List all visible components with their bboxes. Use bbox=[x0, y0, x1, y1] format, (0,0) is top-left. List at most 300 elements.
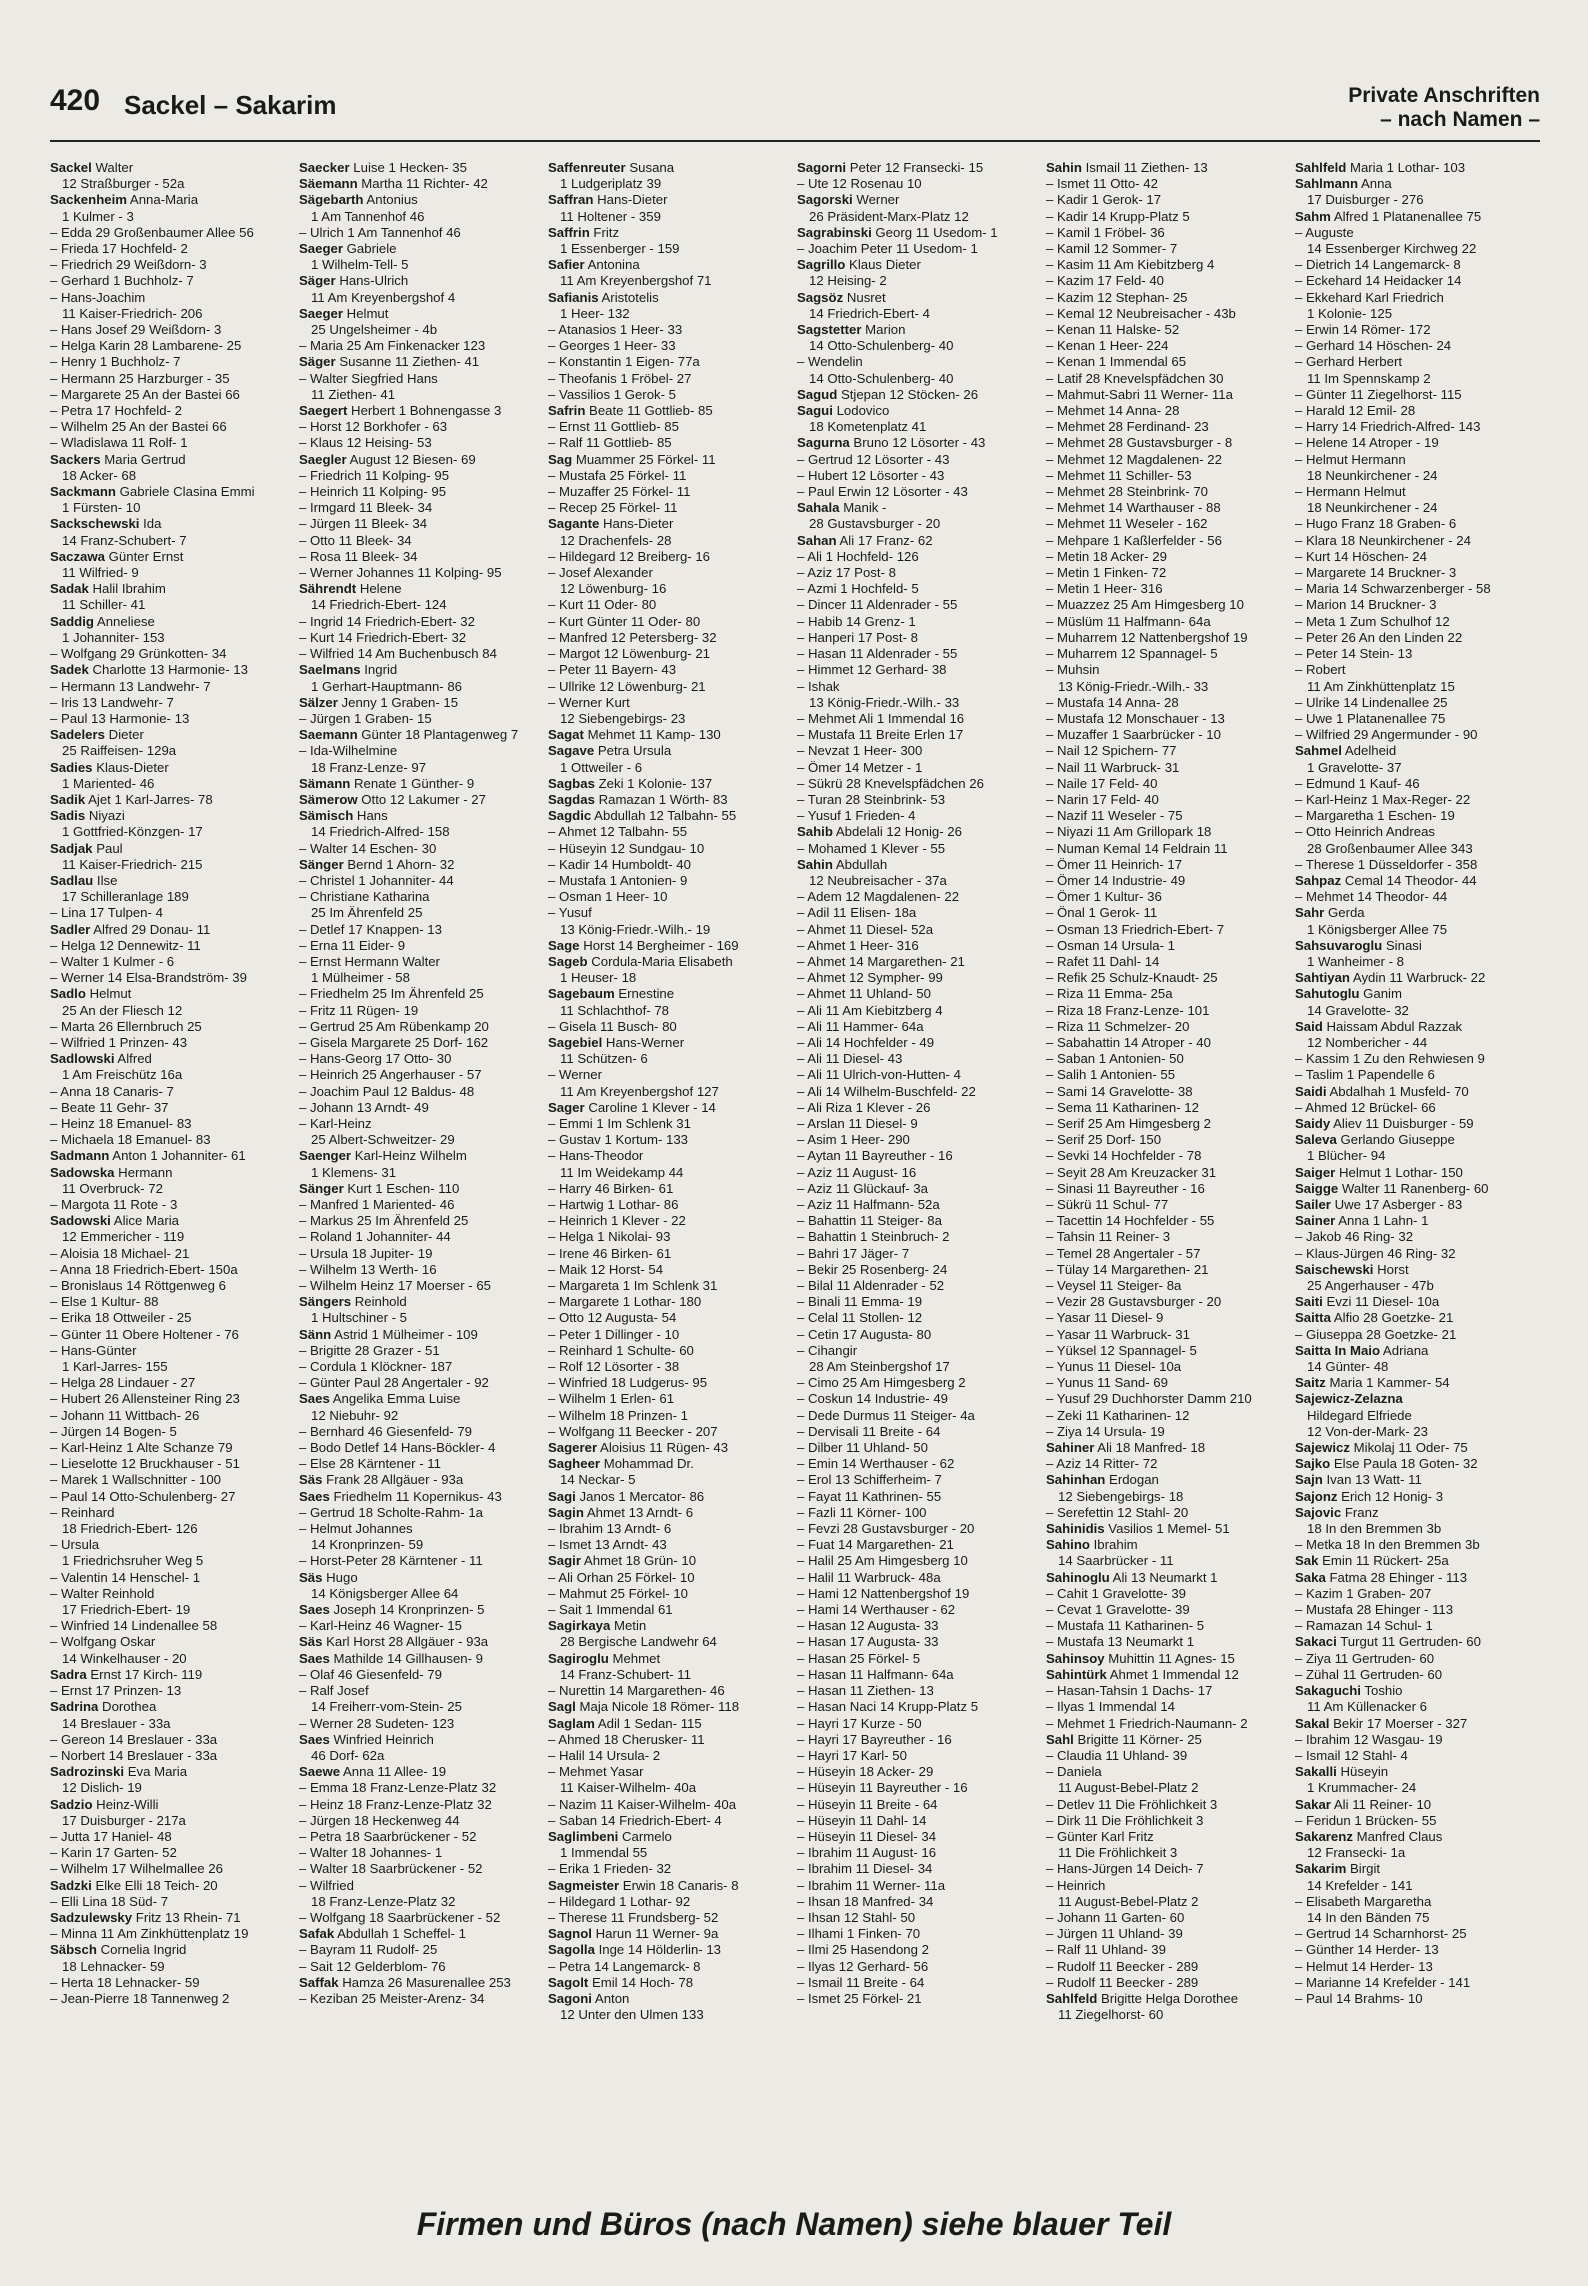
entry-detail: Herbert 1 Bohnengasse 3 bbox=[347, 403, 502, 419]
entry-surname: Sagmeister bbox=[548, 1877, 620, 1893]
entry-line: – Werner Johannes 11 Kolping- 95 bbox=[299, 565, 502, 581]
entry-line: 28 Am Steinbergshof 17 bbox=[809, 1359, 950, 1375]
entry-line: – Asim 1 Heer- 290 bbox=[797, 1132, 910, 1148]
entry-line: – Ramazan 14 Schul- 1 bbox=[1295, 1618, 1433, 1634]
entry-line: – Iris 13 Landwehr- 7 bbox=[50, 694, 174, 710]
entry-line: 11 Kaiser-Friedrich- 215 bbox=[62, 856, 203, 872]
entry-line: – Ziya 11 Gertruden- 60 bbox=[1295, 1650, 1435, 1666]
entry-detail: Dorothea bbox=[98, 1699, 157, 1715]
entry-detail: Maria 1 Kammer- 54 bbox=[1325, 1375, 1450, 1391]
entry-head bbox=[548, 1699, 793, 1715]
directory-entry bbox=[50, 1667, 295, 1699]
entry-line: 11 Am Küllenacker 6 bbox=[1307, 1699, 1427, 1715]
entry-surname: Sahsuvaroglu bbox=[1295, 937, 1383, 953]
directory-entry bbox=[548, 225, 793, 257]
entry-line: 14 Friedrich-Alfred- 158 bbox=[311, 824, 450, 840]
entry-line: – Mehmet 14 Warthauser - 88 bbox=[1046, 500, 1221, 516]
entry-surname: Sagante bbox=[548, 516, 600, 532]
entry-line: – Kurt 14 Friedrich-Ebert- 32 bbox=[299, 629, 467, 645]
entry-line: – Günther 14 Herder- 13 bbox=[1295, 1942, 1439, 1958]
entry-line: – Nazif 11 Weseler - 75 bbox=[1046, 808, 1183, 824]
entry-detail: Abdalhah 1 Musfeld- 70 bbox=[1326, 1083, 1469, 1099]
entry-line: – Yüksel 12 Spannagel- 5 bbox=[1046, 1342, 1197, 1358]
entry-detail: Luise 1 Hecken- 35 bbox=[349, 160, 467, 175]
entry-line: – Ali Orhan 25 Förkel- 10 bbox=[548, 1569, 695, 1585]
entry-line: – Mustafa 14 Anna- 28 bbox=[1046, 694, 1179, 710]
entry-line: – Helga Karin 28 Lambarene- 25 bbox=[50, 338, 242, 354]
entry-line: 11 Am Kreyenbergshof 4 bbox=[311, 289, 456, 305]
entry-line: 11 Holtener - 359 bbox=[560, 208, 661, 224]
entry-line: – Muzaffer 25 Förkel- 11 bbox=[548, 484, 691, 500]
entry-line: – Ralf Josef bbox=[299, 1683, 369, 1699]
entry-detail: Mathilde 14 Gillhausen- 9 bbox=[329, 1650, 484, 1666]
entry-line: – Dilber 11 Uhland- 50 bbox=[797, 1440, 928, 1456]
entry-line: – Christel 1 Johanniter- 44 bbox=[299, 872, 454, 888]
entry-line: – Roland 1 Johanniter- 44 bbox=[299, 1229, 451, 1245]
directory-entry bbox=[299, 1148, 544, 1180]
entry-surname: Sajewicz-Zelazna bbox=[1295, 1391, 1403, 1407]
entry-line: – Hugo Franz 18 Graben- 6 bbox=[1295, 516, 1457, 532]
page-number: 420 bbox=[50, 84, 101, 117]
entry-head bbox=[50, 1667, 295, 1683]
entry-surname: Sahlmann bbox=[1295, 176, 1359, 192]
entry-line: – Aloisia 18 Michael- 21 bbox=[50, 1245, 190, 1261]
entry-surname: Sahpaz bbox=[1295, 872, 1342, 888]
entry-detail: Kurt 1 Eschen- 110 bbox=[343, 1180, 460, 1196]
entry-line: – Hasan 25 Förkel- 5 bbox=[797, 1650, 921, 1666]
entry-line: 14 Franz-Schubert- 7 bbox=[62, 532, 187, 548]
entry-surname: Säbsch bbox=[50, 1942, 97, 1958]
entry-detail: Alfred 29 Donau- 11 bbox=[90, 921, 211, 937]
entry-line: – Rolf 12 Lösorter - 38 bbox=[548, 1359, 680, 1375]
entry-head bbox=[1295, 160, 1540, 176]
entry-line: – Reinhard 1 Schulte- 60 bbox=[548, 1342, 694, 1358]
entry-line: – Bodo Detlef 14 Hans-Böckler- 4 bbox=[299, 1440, 496, 1456]
entry-head bbox=[50, 873, 295, 889]
directory-entry bbox=[299, 1732, 544, 1764]
entry-line: – Celal 11 Stollen- 12 bbox=[797, 1310, 923, 1326]
entry-detail: Caroline 1 Klever - 14 bbox=[584, 1099, 716, 1115]
entry-line: – Tahsin 11 Reiner- 3 bbox=[1046, 1229, 1171, 1245]
directory-entry bbox=[1295, 1764, 1540, 1796]
entry-detail: Ilse bbox=[93, 872, 118, 888]
entry-head bbox=[299, 192, 544, 208]
entry-line: – Gertrud 18 Scholte-Rahm- 1a bbox=[299, 1504, 483, 1520]
entry-surname: Sadrozinski bbox=[50, 1764, 125, 1780]
entry-surname: Saiger bbox=[1295, 1164, 1336, 1180]
entry-line: – Bilal 11 Aldenrader - 52 bbox=[797, 1278, 945, 1294]
entry-line: – Muhsin bbox=[1046, 662, 1100, 678]
entry-line: – Arslan 11 Diesel- 9 bbox=[797, 1115, 918, 1131]
entry-detail: Helmut bbox=[85, 986, 132, 1002]
entry-head bbox=[50, 1051, 295, 1067]
directory-entry bbox=[797, 387, 1042, 403]
entry-surname: Sakaguchi bbox=[1295, 1683, 1361, 1699]
entry-surname: Sadlau bbox=[50, 872, 94, 888]
directory-entry bbox=[797, 322, 1042, 387]
entry-line: – Muazzez 25 Am Himgesberg 10 bbox=[1046, 597, 1244, 613]
entry-surname: Saewe bbox=[299, 1764, 341, 1780]
entry-line: – Irmgard 11 Bleek- 34 bbox=[299, 500, 433, 516]
directory-entry bbox=[797, 500, 1042, 532]
entry-line: – Hüseyin 11 Breite - 64 bbox=[797, 1796, 938, 1812]
entry-head bbox=[1295, 1489, 1540, 1505]
entry-line: – Hasan 17 Augusta- 33 bbox=[797, 1634, 939, 1650]
entry-line: – Eckehard 14 Heidacker 14 bbox=[1295, 273, 1462, 289]
entry-line: 1 Gerhart-Hauptmann- 86 bbox=[311, 678, 462, 694]
entry-line: – Aziz 17 Post- 8 bbox=[797, 565, 896, 581]
entry-detail: Anton 1 Johanniter- 61 bbox=[109, 1148, 246, 1164]
entry-surname: Sahino bbox=[1046, 1537, 1090, 1553]
entry-line: – Maria 25 Am Finkenacker 123 bbox=[299, 338, 486, 354]
entry-line: – Ali 1 Hochfeld- 126 bbox=[797, 548, 919, 564]
entry-surname: Sagave bbox=[548, 743, 595, 759]
entry-detail: Frank 28 Allgäuer - 93a bbox=[322, 1472, 464, 1488]
entry-surname: Sagui bbox=[797, 403, 833, 419]
directory-entry bbox=[299, 1651, 544, 1732]
entry-line: – Mehmet 28 Steinbrink- 70 bbox=[1046, 484, 1208, 500]
directory-entry bbox=[1295, 1213, 1540, 1262]
entry-line: – Muzaffer 1 Saarbrücker - 10 bbox=[1046, 727, 1221, 743]
entry-surname: Sakal bbox=[1295, 1715, 1330, 1731]
entry-line: – Detlev 11 Die Fröhlichkeit 3 bbox=[1046, 1796, 1218, 1812]
directory-entry bbox=[1295, 1489, 1540, 1505]
directory-entry bbox=[1295, 176, 1540, 208]
entry-head bbox=[1046, 1521, 1291, 1537]
entry-line: – Helmut Johannes bbox=[299, 1521, 413, 1537]
entry-surname: Sager bbox=[548, 1099, 585, 1115]
entry-head bbox=[50, 1213, 295, 1229]
entry-line: – Vassilios 1 Gerok- 5 bbox=[548, 386, 677, 402]
entry-line: – Wilfried 14 Am Buchenbusch 84 bbox=[299, 646, 497, 662]
entry-detail: Charlotte 13 Harmonie- 13 bbox=[88, 662, 248, 678]
entry-head bbox=[299, 792, 544, 808]
entry-detail: Emil 14 Hoch- 78 bbox=[588, 1974, 694, 1990]
entry-surname: Sadak bbox=[50, 581, 89, 597]
entry-head bbox=[548, 1829, 793, 1845]
entry-detail: Susana bbox=[625, 160, 675, 175]
entry-detail: Astrid 1 Mülheimer - 109 bbox=[331, 1326, 478, 1342]
entry-detail: Mehmet bbox=[608, 1650, 661, 1666]
directory-entry bbox=[548, 1975, 793, 1991]
entry-head bbox=[1295, 905, 1540, 921]
entry-line: – Ali 14 Wilhelm-Buschfeld- 22 bbox=[797, 1083, 976, 1099]
entry-head bbox=[1295, 1683, 1540, 1699]
entry-head bbox=[548, 403, 793, 419]
entry-line: – Wilhelm 1 Erlen- 61 bbox=[548, 1391, 675, 1407]
entry-line: – Helga 1 Nikolai- 93 bbox=[548, 1229, 671, 1245]
entry-line: – Veysel 11 Steiger- 8a bbox=[1046, 1278, 1182, 1294]
entry-surname: Saidy bbox=[1295, 1115, 1331, 1131]
entry-line: 1 Ludgeriplatz 39 bbox=[560, 176, 662, 192]
entry-line: – Meta 1 Zum Schulhof 12 bbox=[1295, 613, 1450, 629]
entry-line: – Ursula 18 Jupiter- 19 bbox=[299, 1245, 433, 1261]
entry-detail: Janos 1 Mercator- 86 bbox=[575, 1488, 705, 1504]
entry-line: 11 Am Kreyenbergshof 71 bbox=[560, 273, 712, 289]
entry-detail: Alfred 1 Platanenallee 75 bbox=[1330, 208, 1482, 224]
directory-entry bbox=[1295, 970, 1540, 986]
entry-line: 1 Ottweiler - 6 bbox=[560, 759, 643, 775]
entry-surname: Sahlfeld bbox=[1046, 1990, 1098, 2006]
section-title-line1: Private Anschriften bbox=[1348, 84, 1540, 107]
entry-line: – Müslüm 11 Halfmann- 64a bbox=[1046, 613, 1211, 629]
entry-line: 14 Krefelder - 141 bbox=[1307, 1877, 1413, 1893]
entry-line: – Yusuf 1 Frieden- 4 bbox=[797, 808, 916, 824]
entry-surname: Sadowska bbox=[50, 1164, 115, 1180]
entry-line: – Ismet 13 Arndt- 43 bbox=[548, 1537, 667, 1553]
entry-line: – Kazim 1 Graben- 207 bbox=[1295, 1585, 1432, 1601]
entry-line: 13 König-Friedr.-Wilh.- 19 bbox=[560, 921, 711, 937]
entry-line: – Walter 18 Saarbrückener - 52 bbox=[299, 1861, 483, 1877]
entry-surname: Sackmann bbox=[50, 484, 116, 500]
entry-line: – Mehmet 11 Schiller- 53 bbox=[1046, 467, 1192, 483]
entry-line: – Narin 17 Feld- 40 bbox=[1046, 791, 1159, 807]
entry-line: 14 Königsberger Allee 64 bbox=[311, 1585, 459, 1601]
entry-line: – Maik 12 Horst- 54 bbox=[548, 1261, 664, 1277]
entry-head bbox=[50, 484, 295, 500]
entry-head bbox=[1295, 1375, 1540, 1391]
entry-line: – Paul 13 Harmonie- 13 bbox=[50, 710, 190, 726]
directory-entry bbox=[1295, 743, 1540, 873]
entry-surname: Sadzulewsky bbox=[50, 1909, 133, 1925]
entry-line: – Heinz 18 Franz-Lenze-Platz 32 bbox=[299, 1796, 492, 1812]
entry-line: – Sema 11 Katharinen- 12 bbox=[1046, 1099, 1199, 1115]
directory-entry bbox=[1295, 938, 1540, 970]
entry-head bbox=[50, 986, 295, 1002]
entry-line: – Valentin 14 Henschel- 1 bbox=[50, 1569, 201, 1585]
entry-line: – Ibrahim 11 August- 16 bbox=[797, 1845, 937, 1861]
entry-line: – Bahri 17 Jäger- 7 bbox=[797, 1245, 910, 1261]
directory-entry bbox=[299, 1975, 544, 2007]
entry-line: 17 Duisburger - 217a bbox=[62, 1812, 186, 1828]
entry-line: – Ali 14 Hochfelder - 49 bbox=[797, 1034, 935, 1050]
entry-head bbox=[299, 1327, 544, 1343]
directory-entry bbox=[50, 581, 295, 613]
entry-line: – Erna 11 Eider- 9 bbox=[299, 937, 406, 953]
entry-line: – Otto Heinrich Andreas bbox=[1295, 824, 1436, 840]
entry-line: – Josef Alexander bbox=[548, 565, 653, 581]
entry-head bbox=[1295, 1294, 1540, 1310]
entry-detail: Helmut 1 Lothar- 150 bbox=[1335, 1164, 1463, 1180]
entry-detail: Klaus Dieter bbox=[845, 257, 921, 273]
entry-surname: Sämisch bbox=[299, 808, 354, 824]
entry-detail: Adriana bbox=[1380, 1342, 1429, 1358]
entry-detail: Anna 1 Lahn- 1 bbox=[1335, 1213, 1429, 1229]
entry-line: – Cetin 17 Augusta- 80 bbox=[797, 1326, 932, 1342]
entry-line: – Else 28 Kärntener - 11 bbox=[299, 1456, 441, 1472]
entry-line: – Metin 1 Finken- 72 bbox=[1046, 565, 1167, 581]
entry-line: – Kenan 11 Halske- 52 bbox=[1046, 322, 1180, 338]
entry-line: – Saban 14 Friedrich-Ebert- 4 bbox=[548, 1812, 722, 1828]
entry-line: – Aziz 11 Halfmann- 52a bbox=[797, 1197, 940, 1212]
entry-line: – Erika 1 Frieden- 32 bbox=[548, 1861, 672, 1877]
entry-line: – Azmi 1 Hochfeld- 5 bbox=[797, 581, 919, 597]
entry-line: 14 Friedrich-Ebert- 124 bbox=[311, 597, 447, 613]
entry-line: – Tacettin 14 Hochfelder - 55 bbox=[1046, 1213, 1215, 1229]
entry-surname: Sadmann bbox=[50, 1148, 110, 1164]
entry-head bbox=[548, 1035, 793, 1051]
entry-surname: Sageb bbox=[548, 953, 588, 969]
entry-line: – Petra 18 Saarbrückener - 52 bbox=[299, 1828, 477, 1844]
entry-line: 11 Schlachthof- 78 bbox=[560, 1002, 669, 1018]
entry-head bbox=[548, 776, 793, 792]
entry-head bbox=[50, 1699, 295, 1715]
entry-head bbox=[50, 1797, 295, 1813]
entry-line: – Friedrich 11 Kolping- 95 bbox=[299, 467, 450, 483]
entry-surname: Sahib bbox=[797, 824, 833, 840]
entry-surname: Saigge bbox=[1295, 1180, 1339, 1196]
entry-detail: Ahmet 13 Arndt- 6 bbox=[583, 1504, 694, 1520]
directory-entry bbox=[299, 808, 544, 857]
entry-line: – Harald 12 Emil- 28 bbox=[1295, 403, 1416, 419]
entry-detail: Hans-Ulrich bbox=[335, 273, 409, 289]
entry-detail: Manik - bbox=[839, 500, 887, 516]
directory-entry bbox=[548, 516, 793, 727]
directory-entry bbox=[1046, 160, 1291, 1440]
entry-head bbox=[299, 452, 544, 468]
entry-head bbox=[299, 273, 544, 289]
entry-line: 14 Breslauer - 33a bbox=[62, 1715, 171, 1731]
entry-line: – Ziya 14 Ursula- 19 bbox=[1046, 1423, 1165, 1439]
entry-line: – Mehpare 1 Kaßlerfelder - 56 bbox=[1046, 532, 1222, 548]
directory-entry bbox=[1046, 1537, 1291, 1569]
entry-line: 18 Franz-Lenze-Platz 32 bbox=[311, 1893, 456, 1909]
entry-surname: Sagiroglu bbox=[548, 1650, 609, 1666]
entry-line: – Kadir 14 Humboldt- 40 bbox=[548, 856, 691, 872]
entry-line: – Nail 12 Spichern- 77 bbox=[1046, 743, 1177, 759]
entry-line: – Ibrahim 12 Wasgau- 19 bbox=[1295, 1731, 1443, 1747]
entry-head bbox=[548, 452, 793, 468]
directory-entry bbox=[299, 1926, 544, 1975]
directory-entry bbox=[1046, 1472, 1291, 1521]
entry-detail: Horst bbox=[1373, 1261, 1409, 1277]
entry-surname: Saitz bbox=[1295, 1375, 1326, 1391]
entry-detail: Adil 1 Sedan- 115 bbox=[594, 1715, 702, 1731]
directory-entry bbox=[548, 1505, 793, 1554]
entry-line: – Michaela 18 Emanuel- 83 bbox=[50, 1132, 211, 1148]
directory-entry bbox=[50, 1165, 295, 1214]
entry-line: – Friedrich 29 Weißdorn- 3 bbox=[50, 257, 207, 273]
entry-detail: Muhittin 11 Agnes- 15 bbox=[1104, 1650, 1235, 1666]
entry-line: – Ilmi 25 Hasendong 2 bbox=[797, 1942, 929, 1958]
entry-line: 1 Kulmer - 3 bbox=[62, 208, 134, 224]
entry-line: – Mustafa 11 Breite Erlen 17 bbox=[797, 727, 964, 743]
entry-head bbox=[299, 403, 544, 419]
directory-entry bbox=[1295, 209, 1540, 744]
entry-line: – Klaus 12 Heising- 53 bbox=[299, 435, 432, 451]
entry-detail: Jenny 1 Graben- 15 bbox=[337, 694, 459, 710]
entry-detail: Fritz 13 Rhein- 71 bbox=[132, 1909, 241, 1925]
directory-entry bbox=[299, 727, 544, 776]
entry-line: – Joachim Peter 11 Usedom- 1 bbox=[797, 241, 978, 257]
entry-detail: Hugo bbox=[322, 1569, 358, 1585]
entry-line: – Bayram 11 Rudolf- 25 bbox=[299, 1942, 438, 1958]
directory-entry bbox=[299, 662, 544, 694]
entry-surname: Saka bbox=[1295, 1569, 1326, 1585]
entry-head bbox=[797, 533, 1042, 549]
directory-entry bbox=[1295, 905, 1540, 937]
entry-line: – Daniela bbox=[1046, 1764, 1102, 1780]
entry-surname: Sahtiyan bbox=[1295, 970, 1350, 986]
entry-line: – Jean-Pierre 18 Tannenweg 2 bbox=[50, 1990, 230, 2006]
entry-line: 18 Acker- 68 bbox=[62, 467, 137, 483]
entry-line: – Henry 1 Buchholz- 7 bbox=[50, 354, 181, 370]
entry-head bbox=[548, 1489, 793, 1505]
entry-line: – Tülay 14 Margarethen- 21 bbox=[1046, 1261, 1209, 1277]
entry-detail: Ernestine bbox=[614, 986, 675, 1002]
entry-line: – Walter Reinhold bbox=[50, 1585, 155, 1601]
entry-detail: August 12 Biesen- 69 bbox=[346, 451, 476, 467]
entry-line: – Dietrich 14 Langemarck- 8 bbox=[1295, 257, 1461, 273]
entry-line: 11 Schützen- 6 bbox=[560, 1051, 648, 1067]
entry-line: – Anna 18 Canaris- 7 bbox=[50, 1083, 174, 1099]
entry-line: – Hermann Helmut bbox=[1295, 484, 1406, 500]
entry-surname: Sackschewski bbox=[50, 516, 140, 532]
entry-detail: Petra Ursula bbox=[594, 743, 672, 759]
entry-line: – Minna 11 Am Zinkhüttenplatz 19 bbox=[50, 1926, 249, 1942]
entry-line: – Hüseyin 11 Diesel- 34 bbox=[797, 1828, 937, 1844]
directory-entry bbox=[1046, 1651, 1291, 1667]
directory-entry bbox=[548, 808, 793, 938]
directory-entry bbox=[299, 354, 544, 403]
entry-line: – Ingrid 14 Friedrich-Ebert- 32 bbox=[299, 613, 475, 629]
entry-detail: Muammer 25 Förkel- 11 bbox=[572, 451, 716, 467]
footer-note: Firmen und Büros (nach Namen) siehe blauer Teil bbox=[416, 2206, 1172, 2242]
directory-column-5 bbox=[1046, 160, 1291, 2190]
entry-surname: Saffak bbox=[299, 1974, 339, 1990]
directory-entry bbox=[299, 1181, 544, 1294]
entry-surname: Sahmel bbox=[1295, 743, 1342, 759]
directory-entry bbox=[797, 857, 1042, 2007]
entry-line: – Hubert 26 Allensteiner Ring 23 bbox=[50, 1391, 240, 1407]
directory-column-4 bbox=[797, 160, 1042, 2190]
entry-head bbox=[1046, 1991, 1291, 2007]
entry-line: – Johann 11 Wittbach- 26 bbox=[50, 1407, 200, 1423]
directory-entry bbox=[1295, 1716, 1540, 1765]
directory-entry bbox=[50, 160, 295, 192]
entry-detail: Zeki 1 Kolonie- 137 bbox=[594, 775, 713, 791]
entry-line: – Gustav 1 Kortum- 133 bbox=[548, 1132, 689, 1148]
entry-head bbox=[1046, 1440, 1291, 1456]
entry-line: – Günter 11 Obere Holtener - 76 bbox=[50, 1326, 239, 1342]
entry-line: – Mustafa 25 Förkel- 11 bbox=[548, 467, 687, 483]
entry-line: – Jakob 46 Ring- 32 bbox=[1295, 1229, 1414, 1245]
entry-head bbox=[548, 1926, 793, 1942]
entry-surname: Saes bbox=[299, 1602, 330, 1618]
entry-head bbox=[797, 500, 1042, 516]
entry-line: 12 Neubreisacher - 37a bbox=[809, 872, 947, 888]
entry-line: 17 Schilleranlage 189 bbox=[62, 889, 189, 905]
entry-line: – Habib 14 Grenz- 1 bbox=[797, 613, 916, 629]
directory-entry bbox=[797, 290, 1042, 322]
entry-line: – Ernst 11 Gottlieb- 85 bbox=[548, 419, 679, 435]
entry-detail: Ernst 17 Kirch- 119 bbox=[86, 1666, 203, 1682]
entry-line: 18 Lehnacker- 59 bbox=[62, 1958, 165, 1974]
entry-surname: Sagat bbox=[548, 727, 584, 743]
directory-entry bbox=[797, 225, 1042, 257]
entry-surname: Sägebarth bbox=[299, 192, 364, 208]
entry-line: – Yunus 11 Sand- 69 bbox=[1046, 1375, 1168, 1391]
directory-entry bbox=[548, 1699, 793, 1715]
directory-entry bbox=[50, 1699, 295, 1764]
entry-line: – Mehmet 14 Theodor- 44 bbox=[1295, 889, 1448, 905]
entry-line: 11 Am Kreyenbergshof 127 bbox=[560, 1083, 719, 1099]
entry-detail: Hamza 26 Masurenallee 253 bbox=[338, 1974, 511, 1990]
directory-entry bbox=[1295, 1116, 1540, 1132]
entry-head bbox=[299, 1489, 544, 1505]
entry-line: – Hami 12 Nattenbergshof 19 bbox=[797, 1585, 970, 1601]
entry-line: – Karl-Heinz 1 Alte Schanze 79 bbox=[50, 1440, 233, 1456]
